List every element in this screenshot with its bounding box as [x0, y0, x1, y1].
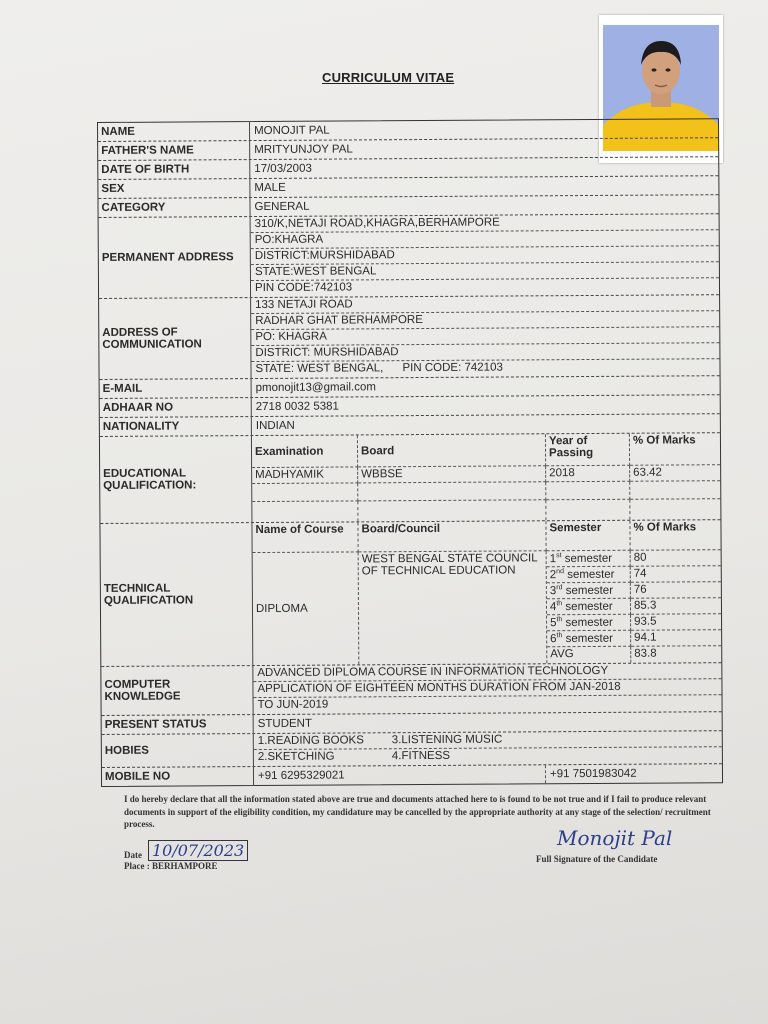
permanent-line: STATE:WEST BENGAL [251, 262, 719, 281]
semester-marks: 74 [631, 566, 721, 583]
value-mobile-1: +91 6295329021 [254, 765, 546, 785]
label-adhaar: ADHAAR NO [100, 398, 252, 417]
signature-caption: Full Signature of the Candidate [536, 854, 658, 864]
row-education [100, 433, 721, 524]
permanent-line: DISTRICT:MURSHIDABAD [251, 246, 719, 265]
avg-label: AVG [547, 647, 631, 664]
label-mobile: MOBILE NO [102, 767, 254, 786]
label-email: E-MAIL [100, 379, 252, 398]
tech-header-semester: Semester [546, 521, 630, 552]
education-grid [252, 433, 721, 522]
label-present-status: PRESENT STATUS [102, 715, 254, 734]
hobby-item: 3.LISTENING MUSIC [391, 733, 503, 747]
label-category: CATEGORY [98, 198, 250, 217]
semester-num: 3 [549, 585, 557, 598]
row-mobile [102, 764, 722, 786]
edu-cell-board: WBBSE [358, 466, 546, 483]
semester-num: 4 [549, 601, 557, 614]
place-text: Place : BERHAMPORE [124, 861, 218, 871]
hobby-item: 2.SKETCHING [257, 750, 335, 764]
computer-line: TO JUN-2019 [257, 698, 329, 712]
edu-cell-year: 2018 [546, 466, 630, 483]
tech-board: WEST BENGAL STATE COUNCIL OF TECHNICAL EDUCATION [359, 551, 548, 664]
declaration-text: I do hereby declare that all the information stated above are true and documents attached here to is found to be not true and if I fail to produce relevant documents in support of the eligibility condition, my candidature may be cancelled by the appropriate authority at any stage of the selection/ recruitment process. [124, 794, 711, 829]
edu-empty-cell [546, 500, 630, 521]
permanent-line: PIN CODE:742103 [254, 281, 353, 295]
edu-empty-cell [358, 482, 546, 501]
semester-word: semester [561, 552, 613, 565]
label-dob: DATE OF BIRTH [98, 160, 250, 179]
edu-empty-cell [358, 500, 546, 521]
label-name: NAME [98, 122, 250, 141]
tech-course: DIPLOMA [253, 552, 360, 665]
technical-grid [252, 520, 721, 665]
value-present-status: STUDENT [257, 717, 313, 731]
tech-header-board: Board/Council [358, 521, 546, 552]
label-hobies: HOBIES [102, 734, 254, 767]
label-technical: TECHNICAL QUALIFICATION [100, 523, 253, 666]
semester-marks: 93.5 [631, 614, 721, 631]
semester-suffix: nd [556, 568, 564, 576]
communication-line: DISTRICT: MURSHIDABAD [251, 343, 719, 362]
semester-suffix: th [556, 632, 563, 640]
communication-line: PO: KHAGRA [251, 327, 719, 346]
semester-suffix: st [556, 552, 562, 560]
semester-label [547, 615, 631, 632]
value-sex: MALE [254, 181, 286, 195]
value-nationality: INDIAN [255, 419, 295, 433]
row-technical [100, 520, 721, 667]
semester-word: semester [563, 568, 615, 581]
semester-marks: 76 [631, 582, 721, 599]
edu-header-exam: Examination [252, 435, 358, 468]
computer-line: APPLICATION OF EIGHTEEN MONTHS DURATION FROM JAN-2018 [253, 679, 721, 698]
communication-line: RADHAR GHAT BERHAMPORE [251, 311, 719, 330]
edu-empty-cell [630, 481, 720, 500]
page-title: CURRICULUM VITAE [322, 70, 455, 85]
label-nationality: NATIONALITY [100, 417, 252, 436]
cv-table [97, 118, 723, 787]
semester-word: semester [562, 632, 613, 645]
communication-line: STATE: WEST BENGAL, PIN CODE: 742103 [255, 361, 503, 376]
edu-header-board: Board [358, 434, 546, 467]
semester-num: 2 [549, 569, 557, 582]
permanent-line: PO:KHAGRA [251, 230, 719, 249]
edu-empty-cell [252, 501, 358, 522]
semester-marks: 80 [631, 550, 721, 567]
value-adhaar: 2718 0032 5381 [255, 400, 339, 414]
semester-marks: 85.3 [631, 598, 721, 615]
tech-header-course: Name of Course [252, 522, 358, 553]
semester-suffix: th [556, 616, 563, 624]
semester-label [547, 631, 631, 648]
semester-num: 5 [550, 617, 557, 630]
semester-label [547, 599, 631, 616]
semester-label [547, 583, 631, 600]
edu-cell-marks: 63.42 [630, 465, 720, 482]
date-value: 10/07/2023 [148, 840, 248, 861]
semester-suffix: rd [556, 584, 563, 592]
label-education: EDUCATIONAL QUALIFICATION: [100, 436, 253, 523]
edu-empty-cell [252, 483, 358, 502]
candidate-signature: Monojit Pal [557, 826, 673, 850]
label-communication-address: ADDRESS OF COMMUNICATION [99, 298, 251, 379]
hobby-item: 1.READING BOOKS [257, 734, 364, 748]
value-mobile-2: +91 7501983042 [549, 767, 637, 781]
semester-word: semester [562, 616, 613, 629]
row-communication-address [99, 295, 719, 380]
row-permanent-address [99, 214, 719, 299]
row-computer [101, 663, 721, 716]
edu-cell-exam: MADHYAMIK [252, 467, 358, 484]
tech-header-marks: % Of Marks [630, 520, 720, 551]
label-computer: COMPUTER KNOWLEDGE [101, 666, 253, 715]
semester-word: semester [562, 584, 614, 597]
label-sex: SEX [98, 179, 250, 198]
semester-suffix: th [556, 600, 563, 608]
value-father: MRITYUNJOY PAL [254, 143, 353, 157]
communication-line: 133 NETAJI ROAD [251, 295, 719, 314]
value-category: GENERAL [254, 200, 310, 214]
label-permanent-address: PERMANENT ADDRESS [99, 217, 251, 298]
edu-header-year: Year of Passing [546, 434, 630, 467]
label-father: FATHER'S NAME [98, 141, 250, 160]
semester-num: 6 [550, 633, 557, 646]
avg-marks: 83.8 [634, 647, 657, 660]
hobby-item: 4.FITNESS [391, 749, 451, 763]
value-name: MONOJIT PAL [254, 124, 330, 138]
value-email: pmonojit13@gmail.com [255, 381, 377, 395]
date-label: Date [124, 850, 142, 860]
permanent-line: 310/K,NETAJI ROAD,KHAGRA,BERHAMPORE [251, 214, 719, 233]
semester-label [547, 551, 631, 568]
edu-header-marks: % Of Marks [630, 433, 720, 466]
hobies-line [254, 747, 722, 766]
row-hobies [102, 731, 722, 768]
semester-label [547, 567, 631, 584]
value-dob: 17/03/2003 [254, 162, 312, 176]
edu-empty-cell [630, 499, 720, 520]
semester-marks: 94.1 [631, 630, 721, 647]
computer-line: ADVANCED DIPLOMA COURSE IN INFORMATION TECHNOLOGY [253, 663, 721, 682]
semester-word: semester [562, 600, 613, 613]
edu-empty-cell [546, 482, 630, 501]
semester-num: 1 [549, 553, 557, 566]
